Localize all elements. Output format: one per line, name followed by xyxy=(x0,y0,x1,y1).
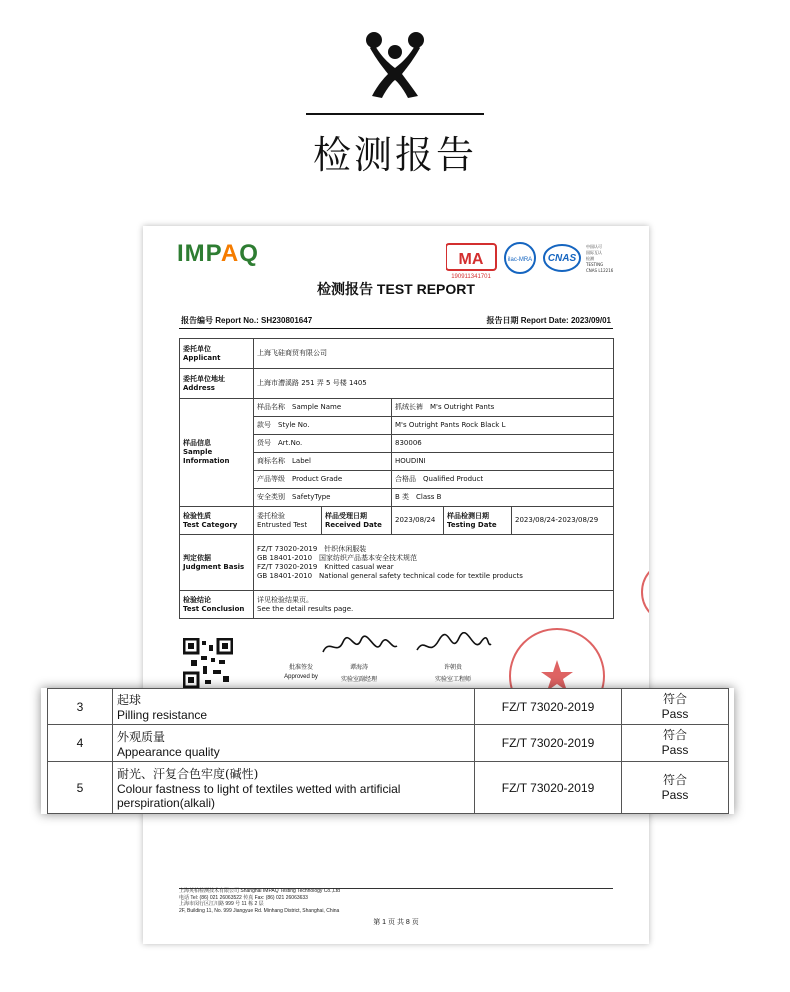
table-row xyxy=(48,725,729,762)
signature-2-icon xyxy=(413,632,493,662)
item-number: 4 xyxy=(48,725,113,762)
ilac-mra-logo-icon xyxy=(505,243,535,273)
item-standard: FZ/T 73020-2019 xyxy=(475,689,622,725)
brand-x-figure-icon xyxy=(360,30,430,100)
signer-2-name: 许朝贵 xyxy=(443,665,462,671)
sample-value: 830006 xyxy=(392,435,614,453)
test-category-value: 委托检验 Entrusted Test xyxy=(254,507,322,535)
cma-logo-icon xyxy=(446,244,496,280)
sample-key: 货号 Art.No. xyxy=(254,435,392,453)
signer-1-role: 实验室副经理 xyxy=(340,677,377,683)
approved-label-cn: 批准签发 xyxy=(288,665,313,671)
svg-text:CNAS L12216: CNAS L12216 xyxy=(586,268,614,273)
results-table xyxy=(47,688,729,814)
report-title: 检测报告 TEST REPORT xyxy=(317,281,475,297)
signature-area xyxy=(179,632,619,692)
item-name: 起球 Pilling resistance xyxy=(113,689,475,725)
sample-value: B 类 Class B xyxy=(392,489,614,507)
sample-key: 产品等级 Product Grade xyxy=(254,471,392,489)
svg-text:检测: 检测 xyxy=(586,256,594,261)
item-result: 符合 Pass xyxy=(622,725,729,762)
signature-1-icon xyxy=(319,632,399,662)
results-zoom-band xyxy=(41,688,734,814)
report-info-table xyxy=(179,338,614,619)
svg-text:ilac-MRA: ilac-MRA xyxy=(507,257,533,263)
svg-text:国际互认: 国际互认 xyxy=(586,250,602,255)
page-edge-seal-stamp xyxy=(641,560,649,624)
item-standard: FZ/T 73020-2019 xyxy=(475,762,622,814)
judgment-basis-label: 判定依据 Judgment Basis xyxy=(180,535,254,591)
certification-logos xyxy=(446,240,636,280)
testing-date-value: 2023/08/24-2023/08/29 xyxy=(512,507,614,535)
page-title: 检测报告 xyxy=(312,133,477,177)
sample-value: 抓绒长裤 M's Outright Pants xyxy=(392,399,614,417)
sample-key: 商标名称 Label xyxy=(254,453,392,471)
sample-value: HOUDINI xyxy=(392,453,614,471)
svg-text:CNAS: CNAS xyxy=(547,253,577,264)
table-row xyxy=(48,689,729,725)
approved-label-en: Approved by xyxy=(284,674,318,680)
test-conclusion-value: 详见检验结果页。 See the detail results page. xyxy=(254,591,614,619)
signer-1-name: 谭海涛 xyxy=(349,665,368,671)
item-name: 外观质量 Appearance quality xyxy=(113,725,475,762)
item-result: 符合 Pass xyxy=(622,762,729,814)
impaq-logo: IMPAQ xyxy=(177,240,259,267)
svg-text:TESTING: TESTING xyxy=(586,262,604,267)
sample-key: 安全类别 SafetyType xyxy=(254,489,392,507)
svg-text:MA: MA xyxy=(458,251,484,268)
report-date: 报告日期 Report Date: 2023/09/01 xyxy=(486,316,611,325)
cma-number: 190911341701 xyxy=(451,274,491,280)
address-value: 上海市漕溪路 251 弄 5 号楼 1405 xyxy=(254,369,614,399)
item-number: 5 xyxy=(48,762,113,814)
item-name: 耐光、汗复合色牢度(碱性) Colour fastness to light of textiles wetted with artificial perspiration(alkali) xyxy=(113,762,475,814)
item-number: 3 xyxy=(48,689,113,725)
heading-rule xyxy=(306,113,484,115)
report-number: 报告编号 Report No.: SH230801647 xyxy=(181,316,313,325)
judgment-basis-value: FZ/T 73020-2019 针织休闲服装 GB 18401-2010 国家纺织产品基本安全技术规范 FZ/T 73020-2019 Knitted casual wear GB 18401-2010 National general safety technical code for textile products xyxy=(254,535,614,591)
sample-info-label: 样品信息 Sample Information xyxy=(180,399,254,507)
cnas-logo-icon xyxy=(544,243,614,273)
sample-value: 合格品 Qualified Product xyxy=(392,471,614,489)
svg-text:中国认可: 中国认可 xyxy=(586,244,602,249)
report-footer: 上海英柏检测技术有限公司 Shanghai IMPAQ Testing Technology Co.,Ltd 电话 Tel: (86) 021 26063522 传真 Fax: (86) 021 26063633 上海市闵行区江川路 999 号 11 栋 2 层 2F, Building 11, No. 999 Jiangyue Rd. Minhang District, Shanghai, China xyxy=(179,888,340,914)
received-date-label: 样品受理日期 Received Date xyxy=(322,507,392,535)
title-divider xyxy=(179,328,613,329)
sample-key: 样品名称 Sample Name xyxy=(254,399,392,417)
testing-date-label: 样品检测日期 Testing Date xyxy=(444,507,512,535)
address-label: 委托单位地址 Address xyxy=(180,369,254,399)
table-row xyxy=(48,762,729,814)
test-report-page xyxy=(143,226,649,944)
item-standard: FZ/T 73020-2019 xyxy=(475,725,622,762)
test-category-label: 检验性质 Test Category xyxy=(180,507,254,535)
page-number: 第 1 页 共 8 页 xyxy=(373,919,419,926)
sample-key: 款号 Style No. xyxy=(254,417,392,435)
applicant-value: 上海飞硅商贸有限公司 xyxy=(254,339,614,369)
qr-code-icon xyxy=(183,638,233,688)
item-result: 符合 Pass xyxy=(622,689,729,725)
applicant-label: 委托单位 Applicant xyxy=(180,339,254,369)
signer-2-role: 实验室工程师 xyxy=(434,677,471,683)
received-date-value: 2023/08/24 xyxy=(392,507,444,535)
test-conclusion-label: 检验结论 Test Conclusion xyxy=(180,591,254,619)
sample-value: M's Outright Pants Rock Black L xyxy=(392,417,614,435)
